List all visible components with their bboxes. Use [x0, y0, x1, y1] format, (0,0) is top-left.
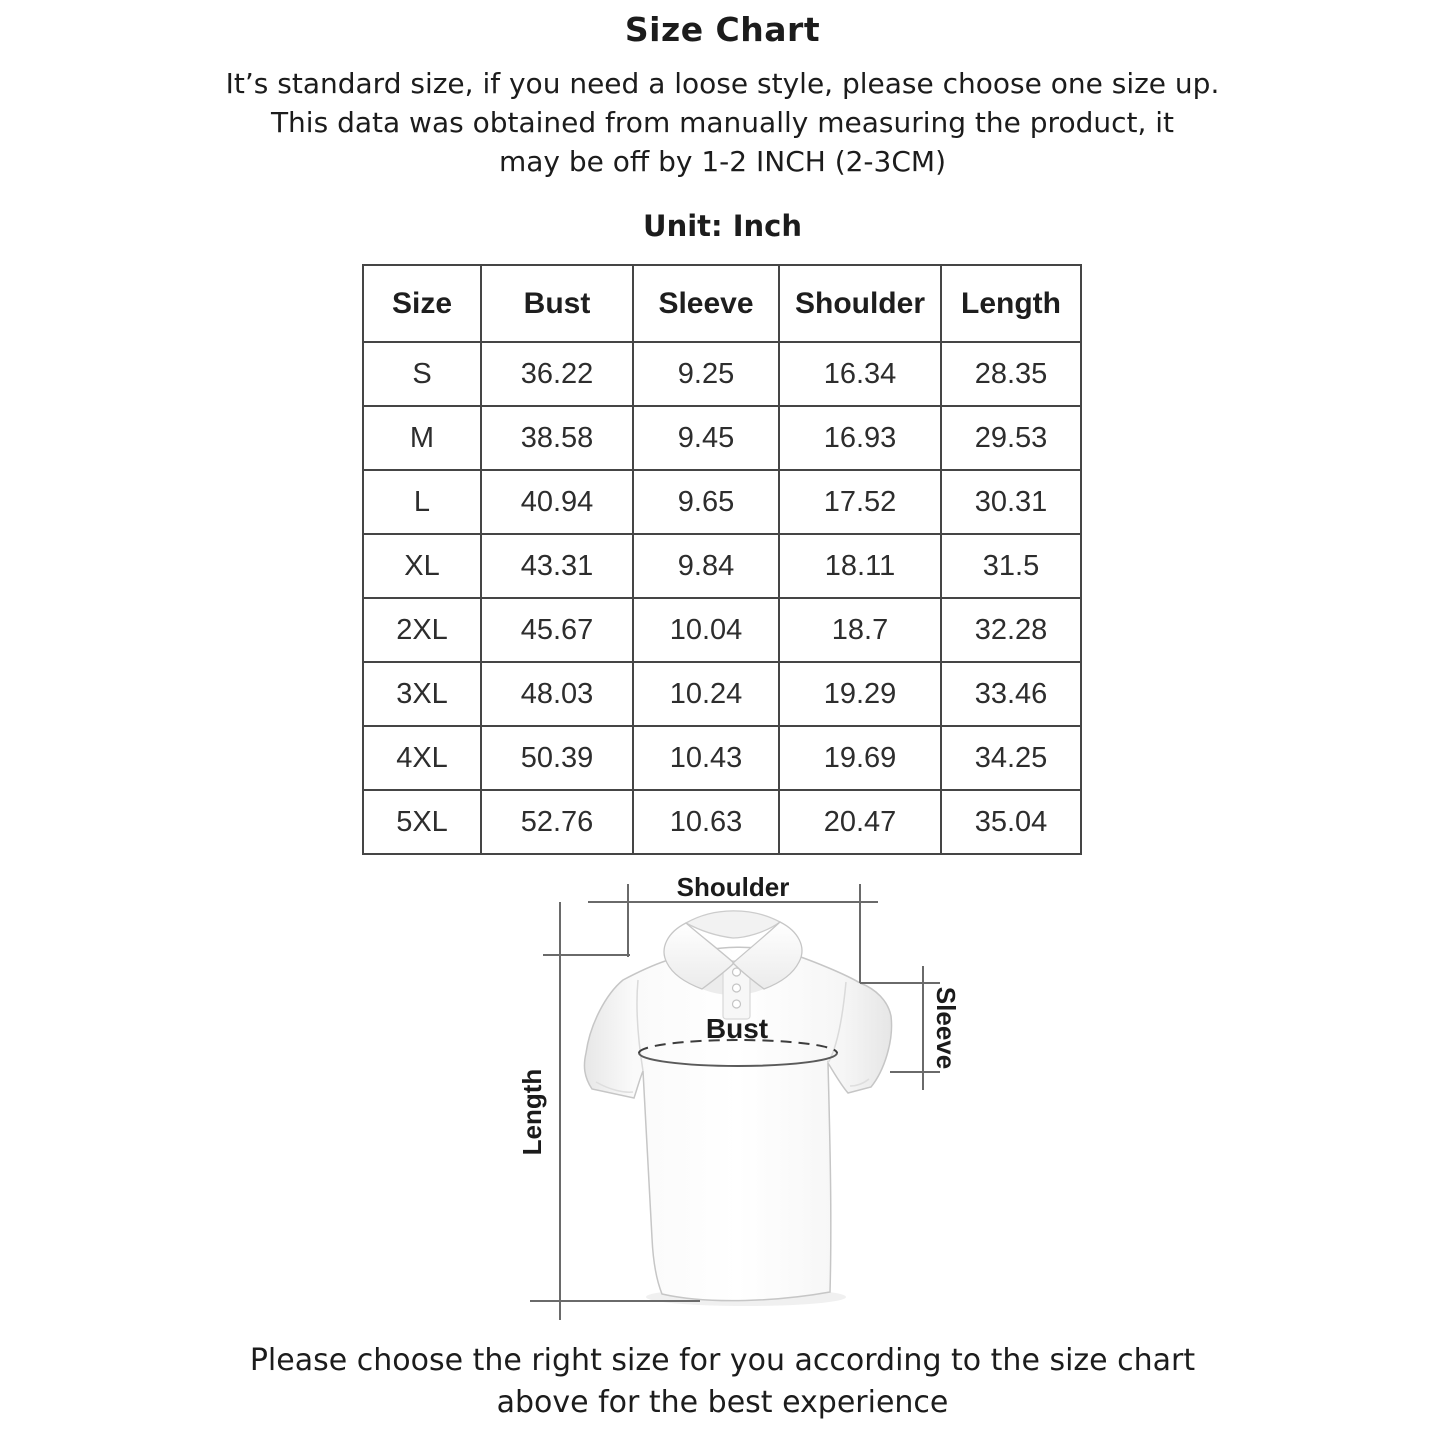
table-row: [363, 790, 1081, 854]
table-header-row: [363, 265, 1081, 342]
table-cell: 29.53: [941, 406, 1081, 470]
table-cell: 2XL: [363, 598, 481, 662]
table-cell: 50.39: [481, 726, 633, 790]
table-cell: 19.29: [779, 662, 941, 726]
table-cell: 5XL: [363, 790, 481, 854]
table-cell: 3XL: [363, 662, 481, 726]
table-cell: S: [363, 342, 481, 406]
table-cell: L: [363, 470, 481, 534]
intro-line-3: may be off by 1-2 INCH (2-3CM): [498, 145, 946, 178]
table-cell: 9.25: [633, 342, 779, 406]
size-table-body: [363, 342, 1081, 854]
column-header-bust: Bust: [481, 265, 633, 342]
table-cell: 9.65: [633, 470, 779, 534]
table-cell: 34.25: [941, 726, 1081, 790]
column-header-length: Length: [941, 265, 1081, 342]
table-cell: 10.43: [633, 726, 779, 790]
page-title: Size Chart: [624, 10, 821, 49]
table-row: [363, 534, 1081, 598]
table-cell: 33.46: [941, 662, 1081, 726]
button-3: [733, 1000, 741, 1008]
table-cell: 19.69: [779, 726, 941, 790]
footer-line-2: above for the best experience: [496, 1385, 949, 1420]
table-cell: 18.7: [779, 598, 941, 662]
table-cell: 52.76: [481, 790, 633, 854]
table-cell: XL: [363, 534, 481, 598]
table-row: [363, 598, 1081, 662]
table-cell: 10.24: [633, 662, 779, 726]
polo-shirt-illustration: [584, 911, 891, 1306]
table-cell: 40.94: [481, 470, 633, 534]
bust-label: Bust: [705, 1013, 769, 1044]
table-cell: 31.5: [941, 534, 1081, 598]
table-cell: 45.67: [481, 598, 633, 662]
table-cell: 4XL: [363, 726, 481, 790]
button-2: [733, 984, 741, 992]
table-cell: 10.63: [633, 790, 779, 854]
table-row: [363, 726, 1081, 790]
table-row: [363, 406, 1081, 470]
table-cell: 28.35: [941, 342, 1081, 406]
intro-line-2: This data was obtained from manually measuring the product, it: [270, 106, 1175, 139]
size-table: [362, 264, 1082, 855]
table-cell: 20.47: [779, 790, 941, 854]
shoulder-label: Shoulder: [676, 872, 790, 902]
table-row: [363, 470, 1081, 534]
table-row: [363, 662, 1081, 726]
table-cell: 9.84: [633, 534, 779, 598]
column-header-size: Size: [363, 265, 481, 342]
table-cell: 17.52: [779, 470, 941, 534]
footer-note: [0, 1340, 1445, 1424]
table-cell: 30.31: [941, 470, 1081, 534]
intro-text: [0, 64, 1445, 181]
column-header-sleeve: Sleeve: [633, 265, 779, 342]
table-cell: 36.22: [481, 342, 633, 406]
table-cell: 32.28: [941, 598, 1081, 662]
table-cell: 16.34: [779, 342, 941, 406]
table-cell: M: [363, 406, 481, 470]
table-cell: 16.93: [779, 406, 941, 470]
table-cell: 35.04: [941, 790, 1081, 854]
shirt-measurement-diagram: [500, 858, 1020, 1338]
table-cell: 18.11: [779, 534, 941, 598]
size-table-wrapper: [362, 264, 1082, 855]
intro-line-1: It’s standard size, if you need a loose style, please choose one size up.: [225, 67, 1220, 100]
table-cell: 48.03: [481, 662, 633, 726]
table-row: [363, 342, 1081, 406]
length-label: Length: [517, 1068, 547, 1156]
table-cell: 10.04: [633, 598, 779, 662]
table-cell: 38.58: [481, 406, 633, 470]
footer-line-1: Please choose the right size for you according to the size chart: [249, 1343, 1196, 1378]
sleeve-label: Sleeve: [931, 986, 961, 1070]
table-cell: 9.45: [633, 406, 779, 470]
unit-label: Unit: Inch: [643, 209, 802, 243]
table-cell: 43.31: [481, 534, 633, 598]
column-header-shoulder: Shoulder: [779, 265, 941, 342]
